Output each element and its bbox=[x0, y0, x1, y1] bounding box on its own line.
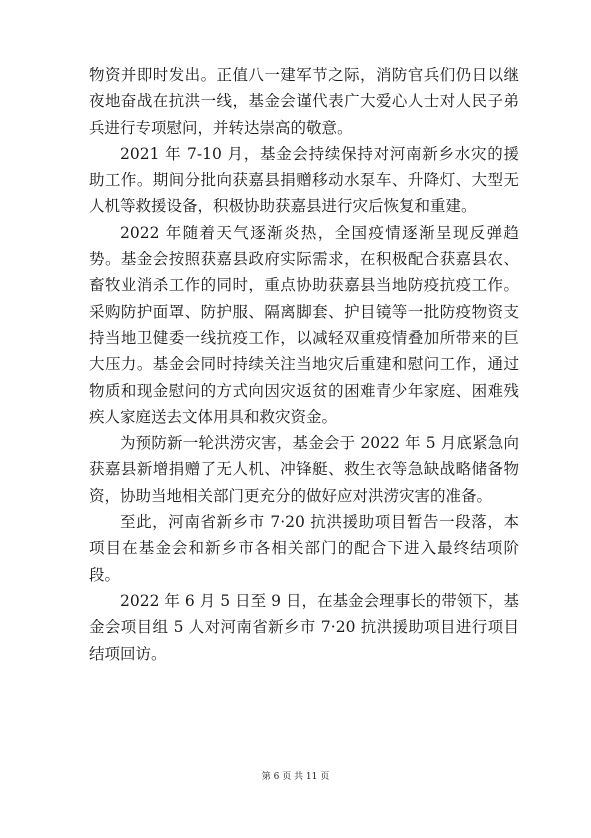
paragraph-6: 2022 年 6 月 5 日至 9 日，在基金会理事长的带领下，基金会项目组 5 人对河南省新乡市 7·20 抗洪援助项目进行项目结项回访。 bbox=[89, 591, 519, 663]
page-number-footer: 第 6 页 共 11 页 bbox=[261, 772, 330, 782]
paragraph-3: 2022 年随着天气逐渐炎热，全国疫情逐渐呈现反弹趋势。基金会按照获嘉县政府实际需求，在积极配合获嘉县农、畜牧业消杀工作的同时，重点协助获嘉县当地防疫抗疫工作。采购防护面罩、防护服、隔离脚套、护目镜等一批防疫物资支持当地卫健委一线抗疫工作，以减轻双重疫情叠加所带来的巨大压力。基金会同时持续关注当地灾后重建和慰问工作，通过物质和现金慰问的方式向因灾返贫的困难青少年家庭、困难残疾人家庭送去文体用具和救灾资金。 bbox=[89, 223, 519, 426]
paragraph-4: 为预防新一轮洪涝灾害，基金会于 2022 年 5 月底紧急向获嘉县新增捐赠了无人机、冲锋艇、救生衣等急缺战略储备物资，协助当地相关部门更充分的做好应对洪涝灾害的准备。 bbox=[89, 434, 519, 505]
paragraph-2: 2021 年 7-10 月，基金会持续保持对河南新乡水灾的援助工作。期间分批向获嘉县捐赠移动水泵车、升降灯、大型无人机等救援设备，积极协助获嘉县进行灾后恢复和重建。 bbox=[89, 144, 519, 216]
document-body bbox=[89, 62, 519, 667]
paragraph-1: 物资并即时发出。正值八一建军节之际，消防官兵们仍日以继夜地奋战在抗洪一线，基金会谨代表广大爱心人士对人民子弟兵进行专项慰问，并转达崇高的敬意。 bbox=[89, 66, 519, 137]
paragraph-5: 至此，河南省新乡市 7·20 抗洪援助项目暂告一段落，本项目在基金会和新乡市各相关部门的配合下进入最终结项阶段。 bbox=[89, 513, 519, 584]
